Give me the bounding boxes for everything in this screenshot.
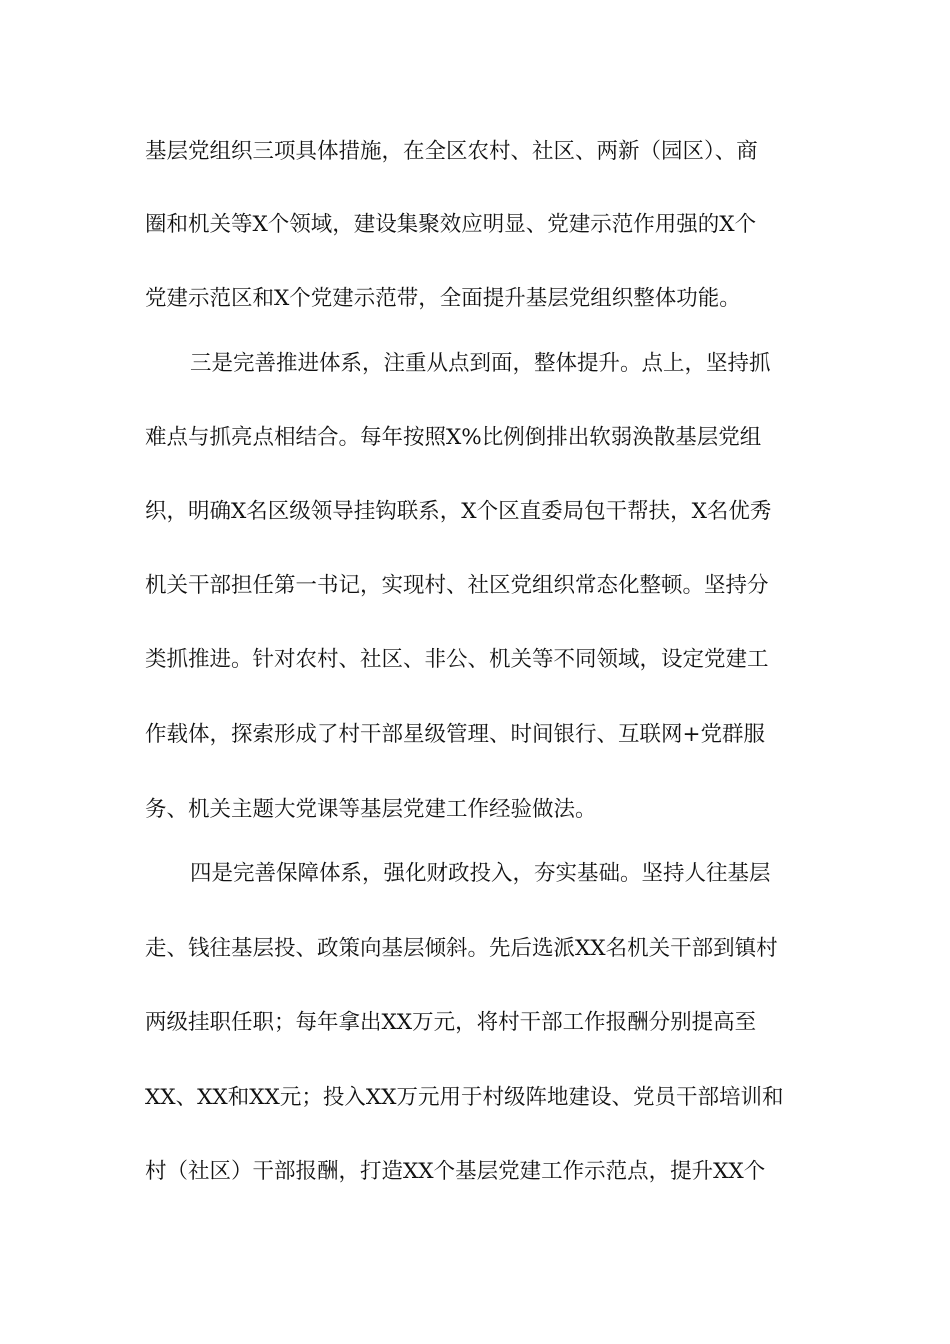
text-line: 党建示范区和X个党建示范带，全面提升基层党组织整体功能。: [145, 286, 741, 311]
text-line: XX、XX和XX元；投入XX万元用于村级阵地建设、党员干部培训和: [145, 1085, 784, 1110]
paragraph-first-line: 三是完善推进体系，注重从点到面，整体提升。点上，坚持抓: [190, 351, 771, 376]
text-line: 两级挂职任职；每年拿出XX万元，将村干部工作报酬分别提高至: [145, 1010, 757, 1035]
text-line: 机关干部担任第一书记，实现村、社区党组织常态化整顿。坚持分: [145, 573, 769, 598]
text-line: 类抓推进。针对农村、社区、非公、机关等不同领域，设定党建工: [145, 647, 769, 672]
paragraph-first-line: 四是完善保障体系，强化财政投入，夯实基础。坚持人往基层: [190, 861, 771, 886]
text-line: 基层党组织三项具体措施，在全区农村、社区、两新（园区）、商: [145, 139, 758, 164]
text-line: 织，明确X名区级领导挂钩联系，X个区直委局包干帮扶，X名优秀: [145, 499, 772, 524]
text-line: 务、机关主题大党课等基层党建工作经验做法。: [145, 797, 597, 822]
text-line: 村（社区）干部报酬，打造XX个基层党建工作示范点，提升XX个: [145, 1159, 766, 1184]
text-line: 作载体，探索形成了村干部星级管理、时间银行、互联网+党群服: [145, 722, 766, 747]
text-line: 走、钱往基层投、政策向基层倾斜。先后选派XX名机关干部到镇村: [145, 936, 778, 961]
text-line: 难点与抓亮点相结合。每年按照X%比例倒排出软弱涣散基层党组: [145, 425, 762, 450]
text-line: 圈和机关等X个领域，建设集聚效应明显、党建示范作用强的X个: [145, 212, 757, 237]
